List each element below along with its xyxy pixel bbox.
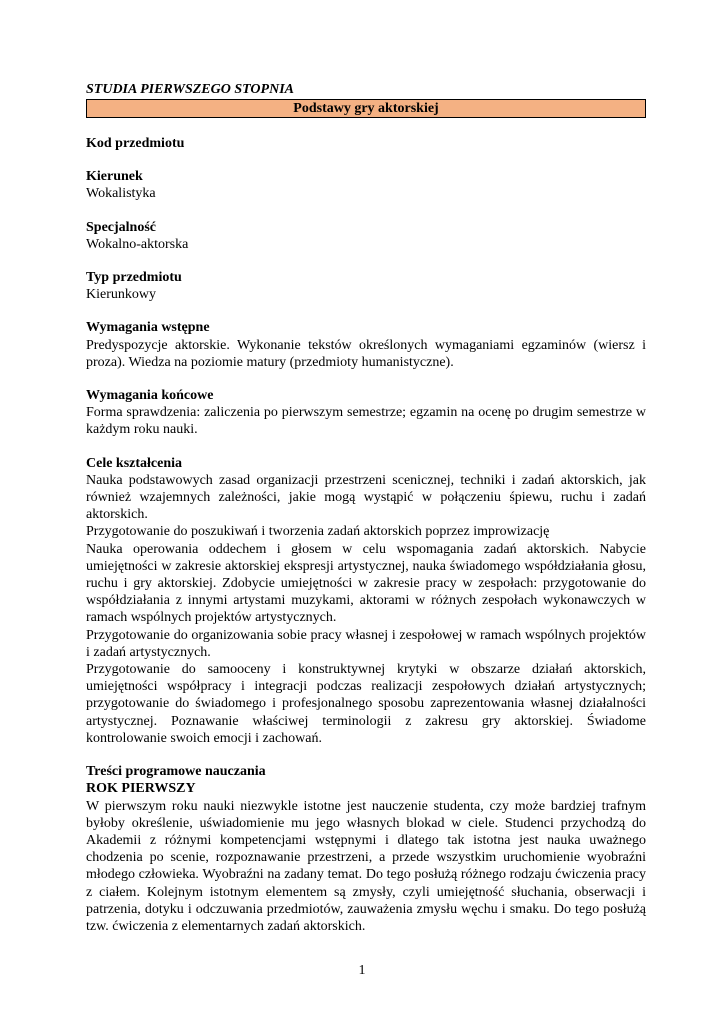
specjalnosc-value: Wokalno-aktorska: [86, 236, 189, 252]
cele-paragraph: Przygotowanie do organizowania sobie pracy własnej i zespołowej w ramach wspólnych projektów i zadań artystycznych.: [86, 627, 646, 660]
tresci-section: [86, 763, 646, 935]
cele-paragraph: Nauka podstawowych zasad organizacji przestrzeni scenicznej, techniki i zadań aktorskich, jak również wzajemnych zależności, jakie mogą wystąpić w połączeniu śpiewu, ruchu i zadań aktorskich.: [86, 472, 646, 523]
typ-section: [86, 269, 646, 303]
wymagania-wstepne-section: [86, 319, 646, 371]
studia-heading: STUDIA PIERWSZEGO STOPNIA: [86, 82, 294, 97]
subject-title-bar: Podstawy gry aktorskiej: [86, 99, 646, 118]
rok-heading: ROK PIERWSZY: [86, 781, 196, 797]
rok-text: W pierwszym roku nauki niezwykle istotne jest nauczenie studenta, czy może bardziej trafnym byłoby określenie, uświadomienie mu jego własnych blokad w ciele. Studenci przychodzą do Akademii z różnymi kompetencjami wstępnymi i dlatego tak istotna jest nauka uważnego chodzenia po scenie, rozpoznawanie przestrzeni, a przede wszystkim uruchomienie wyobraźni młodego człowieka. Wyobraźni na zadany temat. Do tego posłużą różnego rodzaju ćwiczenia pracy z ciałem. Kolejnym istotnym elementem są zmysły, czyli umiejętność słuchania, obserwacji i patrzenia, dotyku i odczuwania przedmiotów, zauważenia zmysłu węchu i smaku. Do tego posłużą tzw. ćwiczenia z elementarnych zadań aktorskich.: [86, 798, 646, 934]
kod-heading: Kod przedmiotu: [86, 136, 185, 151]
wymagania-koncowe-heading: Wymagania końcowe: [86, 388, 214, 404]
kierunek-value: Wokalistyka: [86, 186, 156, 202]
cele-paragraph: Przygotowanie do samooceny i konstruktywnej krytyki w obszarze działań aktorskich, umiejętności współpracy i integracji podczas realizacji zespołowych działań artystycznych; przygotowanie do świadomego i profesjonalnego sposobu zaprezentowania własnej działalności artystycznej. Poznawanie właściwej terminologii z zakresu gry aktorskiej. Świadome kontrolowanie swoich emocji i zachowań.: [86, 662, 646, 746]
cele-paragraph: Przygotowanie do poszukiwań i tworzenia zadań aktorskich poprzez improwizację: [86, 524, 550, 540]
tresci-heading: Treści programowe nauczania: [86, 764, 266, 780]
wymagania-wstepne-heading: Wymagania wstępne: [86, 320, 210, 336]
specjalnosc-section: [86, 219, 646, 253]
wymagania-koncowe-section: [86, 387, 646, 439]
cele-section: [86, 455, 646, 747]
wymagania-koncowe-text: Forma sprawdzenia: zaliczenia po pierwszym semestrze; egzamin na ocenę po drugim semestrze w każdym roku nauki.: [86, 405, 646, 438]
wymagania-wstepne-text: Predyspozycje aktorskie. Wykonanie tekstów określonych wymaganiami egzaminów (wiersz i proza). Wiedza na poziomie matury (przedmioty humanistyczne).: [86, 337, 646, 370]
typ-value: Kierunkowy: [86, 287, 156, 303]
kierunek-section: [86, 168, 646, 202]
kierunek-heading: Kierunek: [86, 169, 143, 185]
kod-section: [86, 135, 646, 152]
typ-heading: Typ przedmiotu: [86, 270, 182, 286]
document-page: [86, 81, 646, 935]
cele-heading: Cele kształcenia: [86, 455, 183, 471]
cele-paragraph: Nauka operowania oddechem i głosem w celu wspomagania zadań aktorskich. Nabycie umiejętności w zakresie aktorskiej ekspresji artystycznej, nauka świadomego współdziałania głosu, ruchu i gry aktorskiej. Zdobycie umiejętności w zakresie pracy w zespołach: przygotowanie do współdziałania z innymi artystami muzykami, aktorami w różnych zespołach wykonawczych w ramach wspólnych projektów artystycznych.: [86, 541, 646, 626]
page-number: 1: [358, 963, 366, 978]
specjalnosc-heading: Specjalność: [86, 219, 156, 235]
